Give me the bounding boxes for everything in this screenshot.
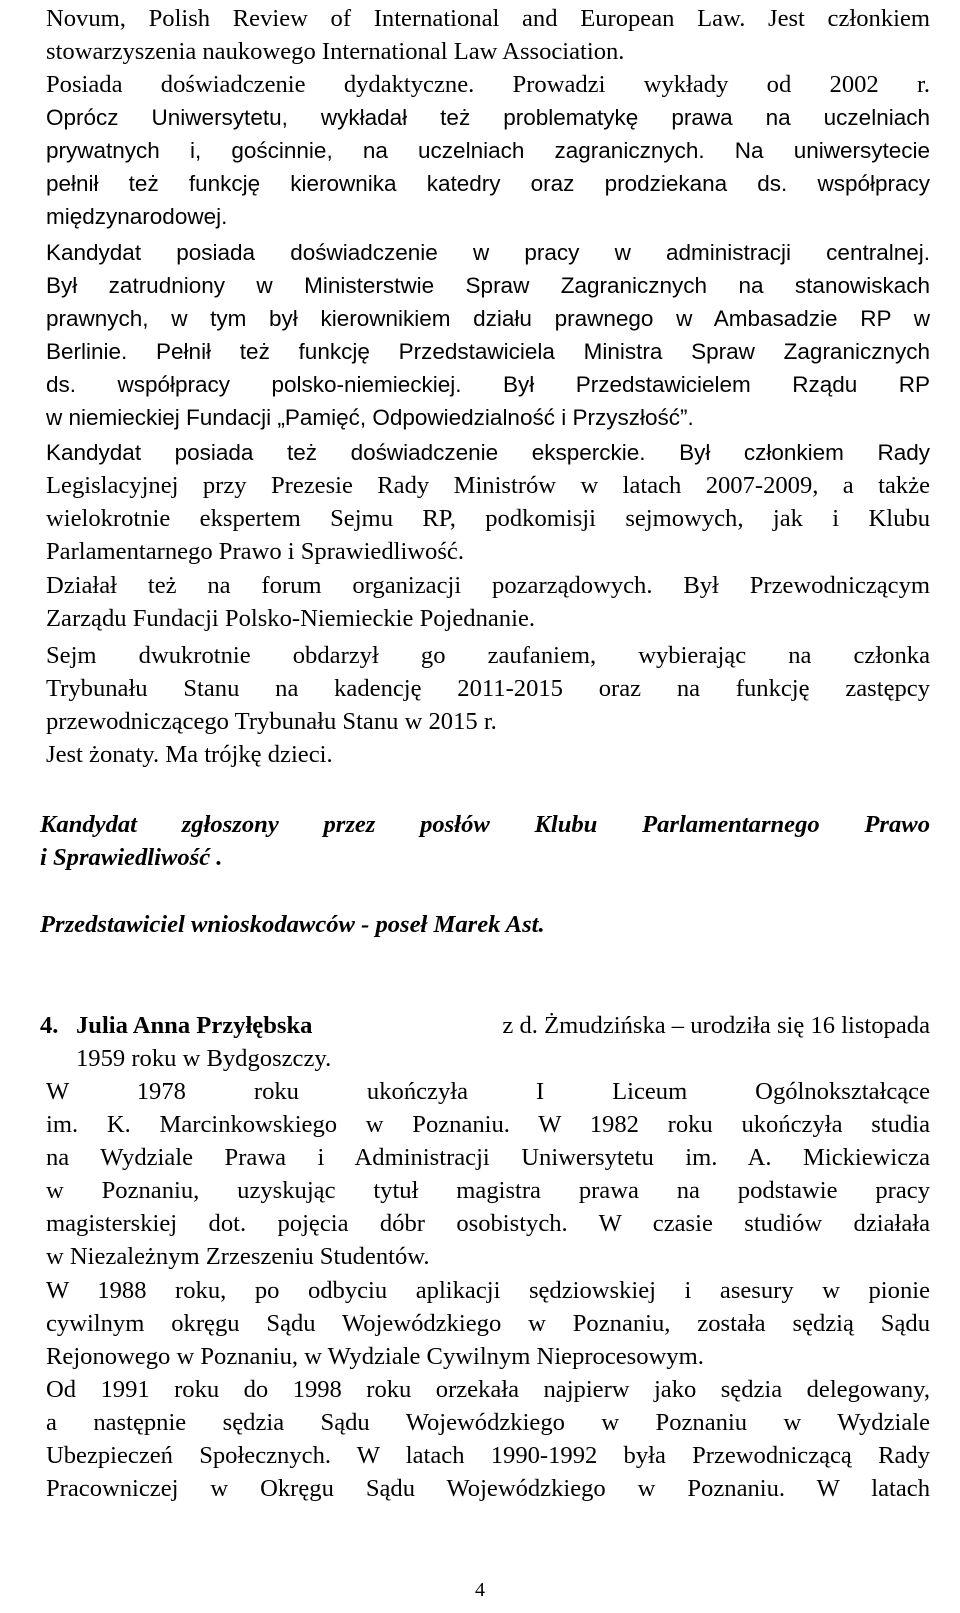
text-line: Kandydat posiada też doświadczenie eksperckie. Był członkiem Rady	[46, 440, 930, 465]
text-line: w Niezależnym Zrzeszeniu Studentów.	[46, 1243, 430, 1270]
text-line: Oprócz Uniwersytetu, wykładał też problematykę prawa na uczelniach	[46, 105, 930, 130]
text-line: Sejm dwukrotnie obdarzył go zaufaniem, wybierając na członka	[46, 642, 930, 669]
text-line: Berlinie. Pełnił też funkcję Przedstawiciela Ministra Spraw Zagranicznych	[46, 339, 930, 364]
text-line: Zarządu Fundacji Polsko-Niemieckie Pojednanie.	[46, 605, 536, 632]
paragraph-education	[46, 1075, 930, 1273]
text-line: Od 1991 roku do 1998 roku orzekała najpierw jako sędzia delegowany,	[46, 1376, 930, 1403]
text-line: Działał też na forum organizacji pozarządowych. Był Przewodniczącym	[46, 572, 930, 599]
candidate-birth: z d. Żmudzińska – urodziła się 16 listopada	[496, 1012, 930, 1039]
text-line: Ubezpieczeń Społecznych. W latach 1990-1992 była Przewodniczącą Rady	[46, 1442, 930, 1469]
text-line: międzynarodowej.	[46, 204, 228, 229]
text-line: prywatnych i, gościnnie, na uczelniach zagranicznych. Na uniwersytecie	[46, 138, 930, 163]
candidate-nomination-note	[40, 808, 930, 874]
text-line: wielokrotnie ekspertem Sejmu RP, podkomisji sejmowych, jak i Klubu	[46, 505, 930, 532]
item-head	[40, 1009, 312, 1042]
text-line: Rejonowego w Poznaniu, w Wydziale Cywilnym Nieprocesowym.	[46, 1343, 704, 1370]
text-line: ds. współpracy polsko-niemieckiej. Był Przedstawicielem Rządu RP	[46, 372, 930, 397]
text-line: Kandydat zgłoszony przez posłów Klubu Parlamentarnego Prawo	[40, 811, 930, 838]
candidate-item-4	[40, 1009, 930, 1075]
paragraph-administration	[46, 236, 930, 434]
text-line: cywilnym okręgu Sądu Wojewódzkiego w Poznaniu, została sędzią Sądu	[46, 1310, 930, 1337]
text-line: Przedstawiciel wnioskodawców - poseł Marek Ast.	[40, 911, 545, 938]
text-line: im. K. Marcinkowskiego w Poznaniu. W 1982 roku ukończyła studia	[46, 1111, 930, 1138]
candidate-name: Julia Anna Przyłębska	[76, 1012, 313, 1039]
text-line: w Poznaniu, uzyskując tytuł magistra prawa na podstawie pracy	[46, 1177, 930, 1204]
text-line: i Sprawiedliwość .	[40, 844, 223, 871]
text-line: Jest żonaty. Ma trójkę dzieci.	[46, 741, 333, 768]
text-line: Trybunału Stanu na kadencję 2011-2015 oraz na funkcję zastępcy	[46, 675, 930, 702]
representative-note	[40, 908, 930, 941]
text-line: Posiada doświadczenie dydaktyczne. Prowadzi wykłady od 2002 r.	[46, 71, 930, 98]
paragraph-career-1988	[46, 1274, 930, 1373]
paragraph-academic	[46, 2, 930, 233]
text-line: Parlamentarnego Prawo i Sprawiedliwość.	[46, 538, 464, 565]
paragraph-career-1991	[46, 1373, 930, 1505]
text-line: Novum, Polish Review of International and European Law. Jest członkiem	[46, 5, 930, 32]
text-line: Legislacyjnej przy Prezesie Rady Ministrów w latach 2007-2009, a także	[46, 472, 930, 499]
page-number: 4	[475, 1579, 485, 1601]
text-line: magisterskiej dot. pojęcia dóbr osobistych. W czasie studiów działała	[46, 1210, 930, 1237]
text-line: a następnie sędzia Sądu Wojewódzkiego w Poznaniu w Wydziale	[46, 1409, 930, 1436]
text-line: stowarzyszenia naukowego International Law Association.	[46, 38, 625, 65]
text-line: W 1978 roku ukończyła I Liceum Ogólnokształcące	[46, 1078, 930, 1105]
item-number: 4.	[40, 1012, 59, 1039]
text-line: Kandydat posiada doświadczenie w pracy w administracji centralnej.	[46, 240, 930, 265]
paragraph-expert	[46, 436, 930, 568]
text-line: w niemieckiej Fundacji „Pamięć, Odpowiedzialność i Przyszłość”.	[46, 405, 694, 430]
text-line	[40, 1009, 930, 1042]
text-line: prawnych, w tym był kierownikiem działu prawnego w Ambasadzie RP w	[46, 306, 930, 331]
text-line: 1959 roku w Bydgoszczy.	[76, 1045, 332, 1072]
text-line: W 1988 roku, po odbyciu aplikacji sędziowskiej i asesury w pionie	[46, 1277, 930, 1304]
text-line: Pracowniczej w Okręgu Sądu Wojewódzkiego w Poznaniu. W latach	[46, 1475, 930, 1502]
paragraph-ngo	[46, 569, 930, 635]
text-line: Był zatrudniony w Ministerstwie Spraw Zagranicznych na stanowiskach	[46, 273, 930, 298]
text-line: na Wydziale Prawa i Administracji Uniwersytetu im. A. Mickiewicza	[46, 1144, 930, 1171]
text-line: pełnił też funkcję kierownika katedry oraz prodziekana ds. współpracy	[46, 171, 930, 196]
paragraph-sejm-trust	[46, 639, 930, 771]
text-line: przewodniczącego Trybunału Stanu w 2015 r.	[46, 708, 497, 735]
